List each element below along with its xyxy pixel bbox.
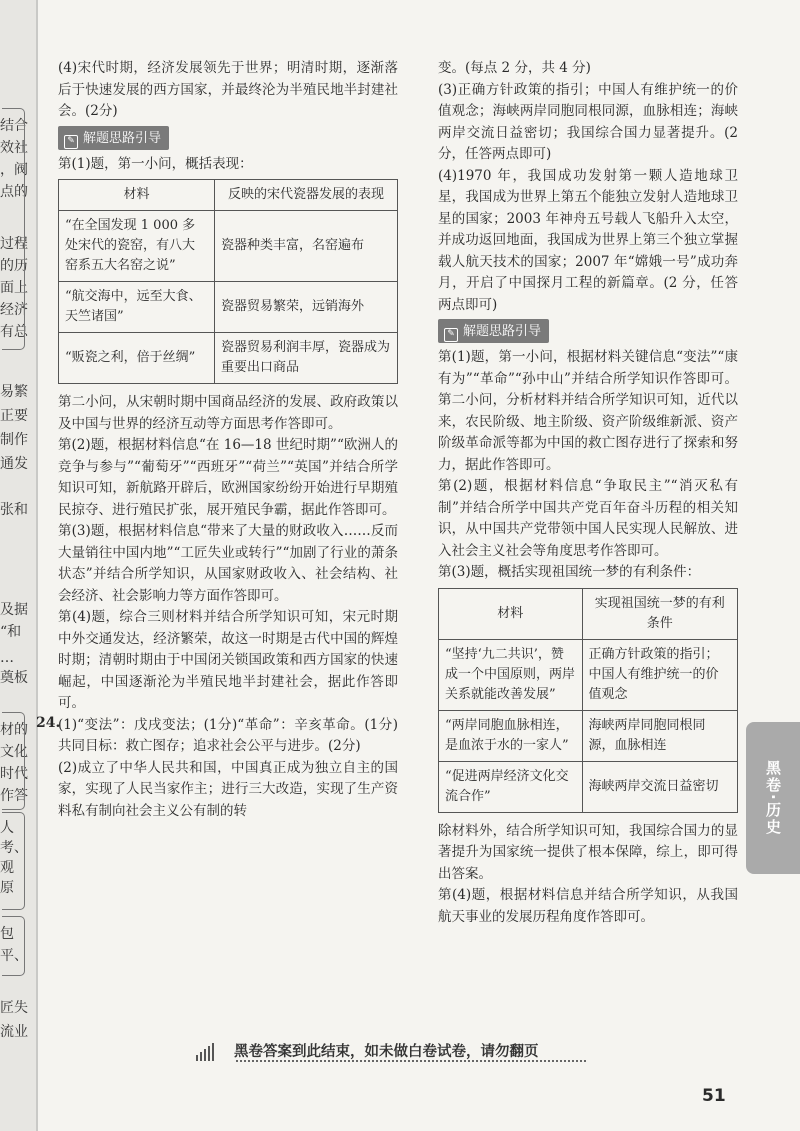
previous-page-text: 奠板 bbox=[0, 670, 28, 686]
question-24 bbox=[36, 714, 398, 823]
previous-page-text: 有总 bbox=[0, 324, 28, 340]
answer-text: (1)“变法”：戊戌变法；(1分)“革命”：辛亥革命。(1分)共同目标：救亡图存；追求社会公平与进步。(2分) bbox=[58, 716, 398, 754]
end-of-answers-banner bbox=[196, 1038, 606, 1062]
table-header: 材料 bbox=[59, 180, 215, 211]
answer-text: 变。(每点 2 分，共 4 分) bbox=[438, 60, 591, 76]
previous-page-text: 作答 bbox=[0, 788, 28, 804]
right-column bbox=[438, 58, 738, 928]
explanation-text: 第(2)题，根据材料信息“争取民主”“消灭私有制”并结合所学中国共产党百年奋斗历程的相关知识，从中国共产党带领中国人民实现人民解放、进入社会主义社会等角度思考作答即可。 bbox=[438, 478, 738, 559]
previous-page-box bbox=[2, 108, 25, 350]
previous-page-box bbox=[2, 916, 25, 976]
previous-page-text: 文化 bbox=[0, 744, 28, 760]
previous-page-text: 流业 bbox=[0, 1024, 28, 1040]
explanation-text: 第(2)题，根据材料信息“在 16—18 世纪时期”“欧洲人的竞争与参与”“葡萄牙”“西班牙”“荷兰”“英国”并结合所学知识可知，新航路开辟后，欧洲国家纷纷开始进行早期殖民掠夺、进行殖民扩张，展开殖民争霸，据此作答即可。 bbox=[58, 437, 398, 518]
table-cell: “在全国发现 1 000 多处宋代的瓷窑，有八大窑系五大名窑之说” bbox=[59, 211, 215, 282]
subject-tab: 黑卷·历史 bbox=[746, 722, 800, 874]
table-header: 实现祖国统一梦的有利条件 bbox=[582, 588, 737, 639]
previous-page-text: 原 bbox=[0, 880, 14, 896]
previous-page-text: 点的 bbox=[0, 184, 28, 200]
previous-page-text: 过程 bbox=[0, 236, 28, 252]
previous-page-text: 及据 bbox=[0, 602, 28, 618]
explanation-text: 第(1)题，第一小问，概括表现： bbox=[58, 155, 253, 172]
decorative-bars-icon bbox=[196, 1042, 216, 1061]
dotted-rule bbox=[236, 1060, 586, 1062]
explanation-text: 第二小问，从宋朝时期中国商品经济的发展、政府政策以及中国与世界的经济互动等方面思考作答即可。 bbox=[58, 394, 398, 432]
previous-page-edge bbox=[0, 0, 38, 1131]
answer-text: (3)正确方针政策的指引；中国人有维护统一的价值观念；海峡两岸同胞同根同源，血脉相连；海峡两岸交流日益密切；我国综合国力显著提升。(2分，任答两点即可) bbox=[438, 81, 738, 162]
explanation-text: 第(3)题，根据材料信息“带来了大量的财政收入……反而大量销往中国内地”“工匠失业或转行”“加剧了行业的萧条状态”并结合所学知识，从国家财政收入、社会结构、社会经济、社会影响力等方面作答即可。 bbox=[58, 523, 398, 604]
table-cell: “坚持‘九二共识’，赞成一个中国原则，两岸关系就能改善发展” bbox=[439, 639, 583, 710]
solution-guide-badge: ✎ 解题思路引导 bbox=[58, 126, 169, 150]
previous-page-text: “和 bbox=[0, 624, 22, 640]
previous-page-text: 人 bbox=[0, 820, 14, 836]
previous-page-text: 观 bbox=[0, 860, 14, 876]
previous-page-text: 平、 bbox=[0, 948, 28, 964]
table-row bbox=[59, 282, 398, 333]
answer-text: (2)成立了中华人民共和国，中国真正成为独立自主的国家，实现了人民当家作主；进行三大改造，实现了生产资料私有制向社会主义公有制的转 bbox=[58, 759, 398, 819]
previous-page-text: 材的 bbox=[0, 722, 28, 738]
answer-text: (4)1970 年，我国成功发射第一颗人造地球卫星，我国成为世界上第五个能独立发射人造地球卫星的国家；2003 年神舟五号载人飞船升入太空，并成功返回地面，我国成为世界上第三个独立掌握载人航天技术的国家；2007 年“嫦娥一号”成功奔月，开启了中国探月工程的新篇章。(2 分，任答两点即可) bbox=[438, 167, 738, 313]
previous-page-text: 经济 bbox=[0, 302, 28, 318]
explanation-text: 第(4)题，根据材料信息并结合所学知识，从我国航天事业的发展历程角度作答即可。 bbox=[438, 887, 738, 925]
table-cell: “贩瓷之利，倍于丝绸” bbox=[59, 333, 215, 384]
previous-page-text: 制作 bbox=[0, 432, 28, 448]
explanation-text: 第(3)题，概括实现祖国统一梦的有利条件： bbox=[438, 564, 701, 580]
table-row bbox=[59, 211, 398, 282]
table-cell: 瓷器种类丰富，名窑遍布 bbox=[214, 211, 397, 282]
previous-page-text: 易繁 bbox=[0, 384, 28, 400]
table-cell: 海峡两岸交流日益密切 bbox=[582, 761, 737, 812]
table-row bbox=[439, 710, 738, 761]
footer-text: 黑卷答案到此结束，如未做白卷试卷，请勿翻页 bbox=[234, 1044, 539, 1060]
reunification-table bbox=[438, 588, 738, 813]
previous-page-text: 面上 bbox=[0, 280, 28, 296]
table-cell: 正确方针政策的指引；中国人有维护统一的价值观念 bbox=[582, 639, 737, 710]
pencil-icon: ✎ bbox=[444, 328, 458, 342]
table-cell: “促进两岸经济文化交流合作” bbox=[439, 761, 583, 812]
table-cell: “两岸同胞血脉相连，是血浓于水的一家人” bbox=[439, 710, 583, 761]
table-row bbox=[59, 333, 398, 384]
previous-page-text: 考、 bbox=[0, 840, 28, 856]
previous-page-text: 包 bbox=[0, 926, 14, 942]
table-cell: 海峡两岸同胞同根同源，血脉相连 bbox=[582, 710, 737, 761]
previous-page-text: 的历 bbox=[0, 258, 28, 274]
previous-page-box bbox=[2, 712, 25, 810]
previous-page-text: 正要 bbox=[0, 408, 28, 424]
table-header: 反映的宋代瓷器发展的表现 bbox=[214, 180, 397, 211]
explanation-text: 除材料外，结合所学知识可知，我国综合国力的显著提升为国家统一提供了根本保障，综上，即可得出答案。 bbox=[438, 822, 738, 882]
previous-page-box bbox=[2, 812, 25, 910]
song-ceramics-table bbox=[58, 179, 398, 384]
table-row bbox=[439, 761, 738, 812]
page-number: 51 bbox=[702, 1086, 726, 1106]
table-header: 材料 bbox=[439, 588, 583, 639]
previous-page-text: 时代 bbox=[0, 766, 28, 782]
solution-guide-badge: ✎ 解题思路引导 bbox=[438, 319, 549, 343]
table-cell: 瓷器贸易繁荣，远销海外 bbox=[214, 282, 397, 333]
question-number: 24. bbox=[36, 714, 61, 731]
previous-page-text: 匠失 bbox=[0, 1000, 28, 1016]
explanation-text: 第(1)题，第一小问，根据材料关键信息“变法”“康有为”“革命”“孙中山”并结合所学知识作答即可。第二小问，分析材料并结合所学知识可知，近代以来，农民阶级、地主阶级、资产阶级维新派、资产阶级革命派等都为中国的救亡图存进行了探索和努力，据此作答即可。 bbox=[438, 349, 738, 473]
table-cell: “航交海中，远至大食、天竺诸国” bbox=[59, 282, 215, 333]
previous-page-text: 效社 bbox=[0, 140, 28, 156]
previous-page-text: 结合 bbox=[0, 118, 28, 134]
pencil-icon: ✎ bbox=[64, 135, 78, 149]
previous-page-text: 通发 bbox=[0, 456, 28, 472]
previous-page-text: 张和 bbox=[0, 502, 28, 518]
left-column bbox=[36, 58, 398, 822]
answer-text: (4)宋代时期，经济发展领先于世界；明清时期，逐渐落后于快速发展的西方国家，并最终沦为半殖民地半封建社会。(2分) bbox=[58, 60, 398, 119]
table-row bbox=[439, 639, 738, 710]
explanation-text: 第(4)题，综合三则材料并结合所学知识可知，宋元时期中外交通发达，经济繁荣，故这一时期是古代中国的辉煌时期；清朝时期由于中国闭关锁国政策和西方国家的快速崛起，中国逐渐沦为半殖民地半封建社会，据此作答即可。 bbox=[58, 609, 398, 711]
previous-page-text: … bbox=[0, 650, 14, 666]
previous-page-text: ，阀 bbox=[0, 162, 28, 178]
table-cell: 瓷器贸易利润丰厚，瓷器成为重要出口商品 bbox=[214, 333, 397, 384]
